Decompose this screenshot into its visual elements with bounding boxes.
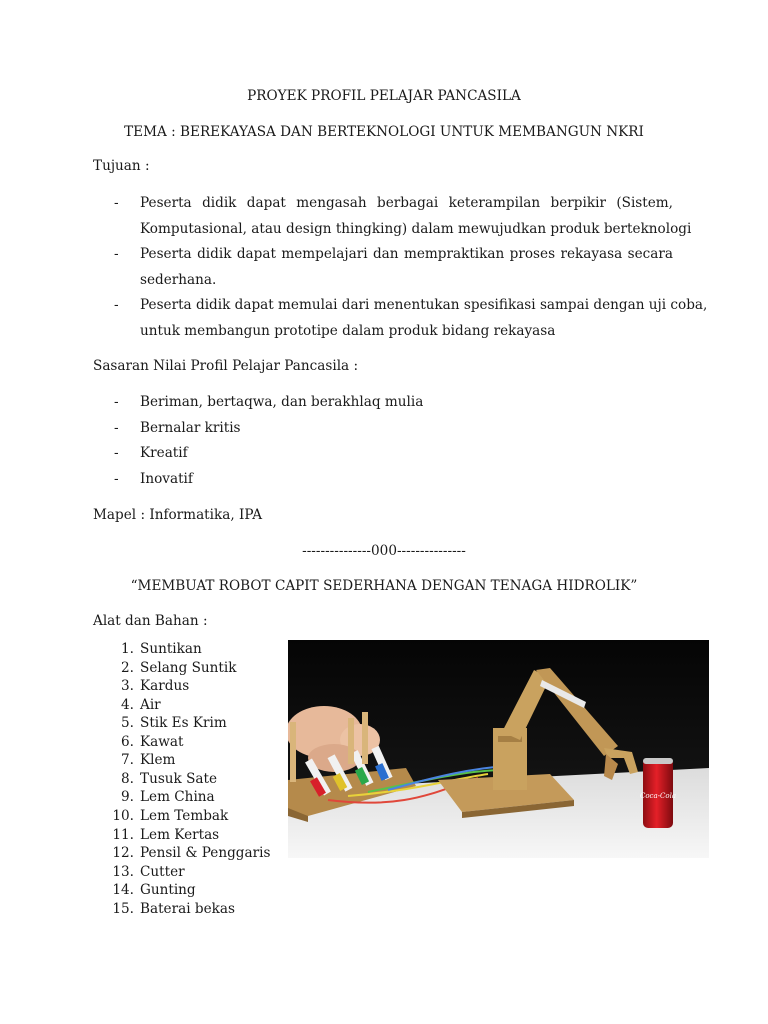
project-title: “MEMBUAT ROBOT CAPIT SEDERHANA DENGAN TENAGA HIDROLIK”: [130, 578, 638, 594]
list-item-label: Tusuk Sate: [140, 771, 218, 787]
list-item-label: Air: [140, 697, 161, 713]
list-number: 9.: [121, 789, 134, 805]
bullet-dash: -: [114, 297, 119, 313]
tujuan-label: Tujuan :: [93, 158, 150, 174]
list-item-label: Gunting: [140, 882, 196, 898]
alat-label: Alat dan Bahan :: [93, 613, 208, 629]
document-theme: TEMA : BEREKAYASA DAN BERTEKNOLOGI UNTUK MEMBANGUN NKRI: [124, 124, 644, 140]
bullet-dash: -: [114, 471, 119, 487]
list-number: 11.: [112, 827, 134, 843]
list-item-label: Selang Suntik: [140, 660, 237, 676]
document-page: PROYEK PROFIL PELAJAR PANCASILA TEMA : BEREKAYASA DAN BERTEKNOLOGI UNTUK MEMBANGUN NKRI Tujuan : - Peserta didik dapat mengasah berbagai keterampilan berpikir (Sistem, Komputasional, atau design thingking) dalam mewujudkan produk berteknologi - Peserta didik dapat mempelajari dan mempraktikan proses rekayasa secara sederhana. - Peserta didik dapat memulai dari menentukan spesifikasi sampai dengan uji coba, untuk membangun prototipe dalam produk bidang rekayasa Sasaran Nilai Profil Pelajar Pancasila : - Beriman, bertaqwa, dan berakhlaq mulia - Bernalar kritis - Kreatif - Inovatif Mapel : Informatika, IPA ---------------000--------------- “MEMBUAT ROBOT CAPIT SEDERHANA DENGAN TENAGA HIDROLIK” Alat dan Bahan : 1. Suntikan 2. Selang Suntik 3. Kardus 4. Air 5. Stik Es Krim 6. Kawat 7. Klem 8. Tusuk Sate 9. Lem China 10. Lem Tembak 11. Lem Kertas 12. Pensil & Penggaris 13. Cutter 14. Gunting 15. Baterai bekas Coca-Cola: [0, 0, 768, 1024]
list-number: 3.: [121, 678, 134, 694]
bullet-dash: -: [114, 445, 119, 461]
list-item-label: Kardus: [140, 678, 190, 694]
list-item-label: Kawat: [140, 734, 184, 750]
list-number: 6.: [121, 734, 134, 750]
can-label: Coca-Cola: [639, 792, 677, 800]
sasaran-label: Sasaran Nilai Profil Pelajar Pancasila :: [93, 358, 359, 374]
list-number: 12.: [112, 845, 134, 861]
list-item-label: Klem: [140, 752, 176, 768]
bullet-dash: -: [114, 246, 119, 262]
bullet-dash: -: [114, 420, 119, 436]
list-item-label: Stik Es Krim: [140, 715, 227, 731]
list-item-label: Lem China: [140, 789, 215, 805]
list-number: 4.: [121, 697, 134, 713]
list-item: Beriman, bertaqwa, dan berakhlaq mulia: [140, 394, 424, 410]
list-number: 2.: [121, 660, 134, 676]
list-item-label: Suntikan: [140, 641, 202, 657]
document-title: PROYEK PROFIL PELAJAR PANCASILA: [247, 88, 521, 104]
list-item-label: Cutter: [140, 864, 185, 880]
bullet-dash: -: [114, 195, 119, 211]
mapel-line: Mapel : Informatika, IPA: [93, 507, 263, 523]
list-item-label: Baterai bekas: [140, 901, 235, 917]
cardboard-hydraulic-robot-arm-icon: [288, 640, 709, 858]
list-number: 15.: [112, 901, 134, 917]
section-separator: ---------------000---------------: [302, 543, 466, 559]
list-number: 8.: [121, 771, 134, 787]
list-item: Kreatif: [140, 445, 188, 461]
list-number: 7.: [121, 752, 134, 768]
bullet-dash: -: [114, 394, 119, 410]
list-number: 13.: [112, 864, 134, 880]
list-number: 5.: [121, 715, 134, 731]
list-item-label: Lem Tembak: [140, 808, 229, 824]
list-item: Bernalar kritis: [140, 420, 241, 436]
list-item-label: Lem Kertas: [140, 827, 220, 843]
list-number: 1.: [121, 641, 134, 657]
list-item: Inovatif: [140, 471, 193, 487]
list-item-label: Pensil & Penggaris: [140, 845, 271, 861]
list-number: 14.: [112, 882, 134, 898]
robot-arm-photo: [288, 640, 709, 858]
list-number: 10.: [112, 808, 134, 824]
